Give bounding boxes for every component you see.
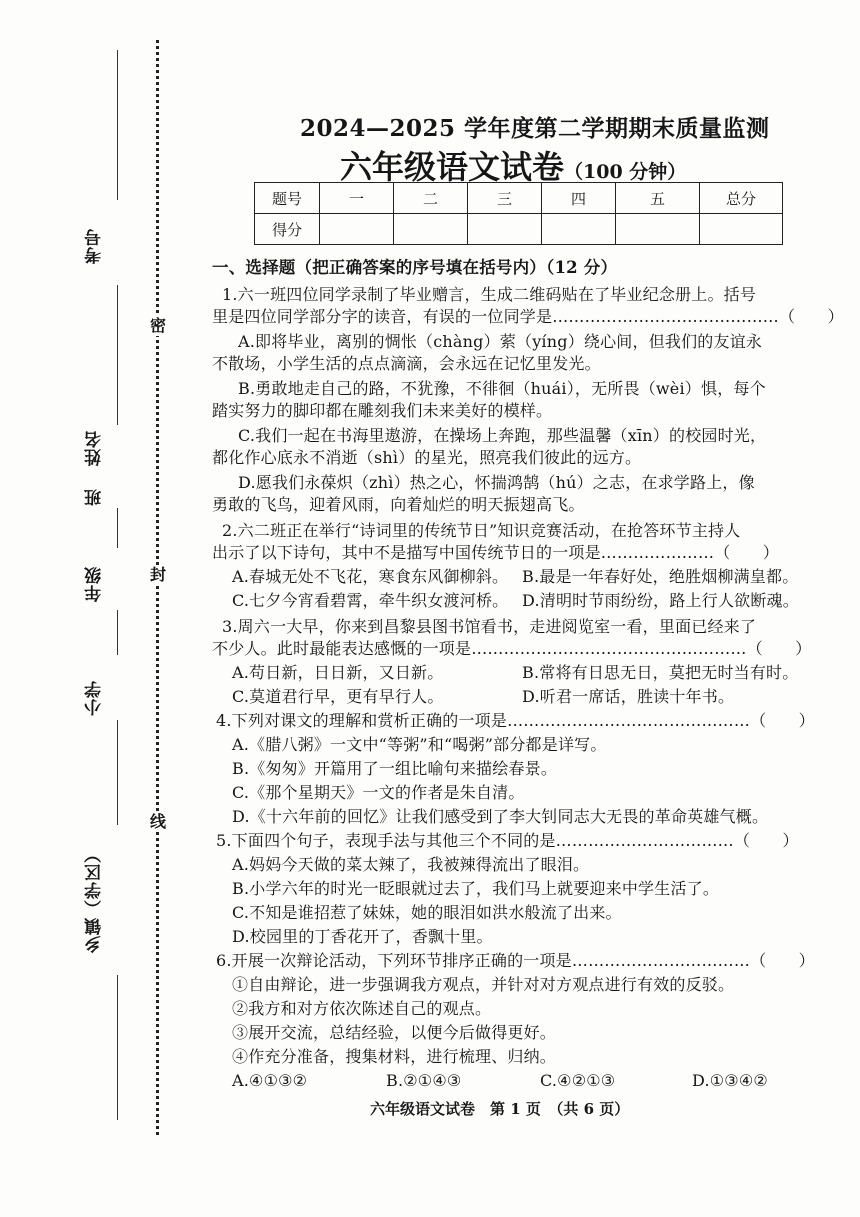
seal-dotted-line	[156, 40, 159, 1135]
q1-option-b: B.勇敢地走自己的路，不犹豫，不徘徊（huái），无所畏（wèi）惧，每个	[238, 379, 766, 398]
q2-option-a: A.春城无处不飞花，寒食东风御柳斜。	[232, 567, 509, 586]
score-blank[interactable]	[616, 214, 700, 245]
q5-option-c: C.不知是谁招惹了妹妹，她的眼泪如洪水般流了出来。	[232, 903, 622, 922]
label-xiaoxue: 小学	[85, 680, 105, 716]
q2-stem-line: 出示了以下诗句，其中不是描写中国传统节日的一项是…………………（ ）	[212, 543, 780, 562]
score-row-label: 得分	[255, 214, 320, 245]
score-header-cell: 题号	[255, 183, 320, 214]
nianji-blank-line	[117, 610, 118, 655]
q6-step-item: ④作充分准备，搜集材料，进行梳理、归纳。	[232, 1047, 557, 1066]
q3-stem-line: 3.周六一大早，你来到昌黎县图书馆看书，走进阅览室一看，里面已经来了	[222, 617, 757, 636]
q1-option-a: A.即将毕业，离别的惆怅（chàng）萦（yíng）绕心间，但我们的友谊永	[238, 332, 763, 351]
score-blank[interactable]	[468, 214, 542, 245]
score-header-cell: 四	[542, 183, 616, 214]
q5-option-d: D.校园里的丁香花开了，香飘十里。	[232, 927, 493, 946]
q1-option-b-cont: 踏实努力的脚印都在雕刻我们未来美好的模样。	[212, 401, 553, 420]
seal-char-mi: 密	[150, 316, 167, 335]
score-header-cell: 五	[616, 183, 700, 214]
score-blank[interactable]	[320, 214, 394, 245]
q3-option-d: D.听君一席话，胜读十年书。	[522, 687, 735, 706]
q3-option-b: B.常将有日思无日，莫把无时当有时。	[522, 663, 799, 682]
section-heading: 一、选择题（把正确答案的序号填在括号内）（12 分）	[212, 258, 618, 277]
score-header-cell: 一	[320, 183, 394, 214]
subject-title: 六年级语文试卷	[340, 148, 565, 186]
q4-stem: 4.下列对课文的理解和赏析正确的一项是………………………………………（ ）	[216, 711, 815, 730]
xingming-blank-line	[117, 285, 118, 425]
score-blank[interactable]	[700, 214, 783, 245]
q1-option-c-cont: 都化作心底永不消逝（shì）的星光，照亮我们彼此的远方。	[212, 448, 642, 467]
q1-stem-line: 1.六一班四位同学录制了毕业赠言，生成二维码贴在了毕业纪念册上。括号	[222, 285, 757, 304]
page-footer: 六年级语文试卷 第 1 页 （共 6 页）	[370, 1100, 630, 1118]
score-header-cell: 总分	[700, 183, 783, 214]
score-blank[interactable]	[542, 214, 616, 245]
ban-blank-line	[117, 508, 118, 548]
xiangzhen-blank-line	[117, 975, 118, 1120]
q5-stem: 5.下面四个句子，表现手法与其他三个不同的是……………………………（ ）	[216, 831, 799, 850]
q4-option-d: D.《十六年前的回忆》让我们感受到了李大钊同志大无畏的革命英雄气概。	[232, 807, 769, 826]
q6-option-b: B.②①④③	[386, 1071, 462, 1090]
q6-option-d: D.①③④②	[692, 1071, 768, 1090]
q1-option-d-cont: 勇敢的飞鸟，迎着风雨，向着灿烂的明天振翅高飞。	[212, 495, 585, 514]
q5-option-b: B.小学六年的时光一眨眼就过去了，我们马上就要迎来中学生活了。	[232, 879, 720, 898]
q6-option-c: C.④②①③	[540, 1071, 616, 1090]
score-blank[interactable]	[394, 214, 468, 245]
seal-char-xian: 线	[150, 812, 167, 831]
score-header-cell: 三	[468, 183, 542, 214]
seal-char-feng: 封	[150, 565, 167, 584]
q4-option-c: C.《那个星期天》一文的作者是朱自清。	[232, 783, 525, 802]
label-ban: 班	[85, 488, 105, 506]
q4-option-a: A.《腊八粥》一文中“等粥”和“喝粥”部分都是详写。	[232, 735, 607, 754]
score-header-row	[255, 183, 783, 214]
q6-step-item: ③展开交流，总结经验，以便今后做得更好。	[232, 1023, 557, 1042]
q3-option-c: C.莫道君行早，更有早行人。	[232, 687, 444, 706]
kaohao-blank-line	[117, 50, 118, 200]
score-row	[255, 214, 783, 245]
q6-option-a: A.④①③②	[232, 1071, 308, 1090]
q4-option-b: B.《匆匆》开篇用了一组比喻句来描绘春景。	[232, 759, 558, 778]
q6-step-item: ②我方和对方依次陈述自己的观点。	[232, 999, 492, 1018]
exam-title: 2024—2025 学年度第二学期期末质量监测	[300, 115, 770, 142]
q2-option-d: D.清明时节雨纷纷，路上行人欲断魂。	[522, 591, 799, 610]
score-table	[254, 182, 783, 245]
q2-option-c: C.七夕今宵看碧霄，牵牛织女渡河桥。	[232, 591, 509, 610]
label-xiangzhen: 乡镇（学区）	[85, 845, 105, 953]
q1-stem-line: 里是四位同学部分字的读音，有误的一位同学是……………………………………（ ）	[212, 307, 844, 326]
q6-step-item: ①自由辩论，进一步强调我方观点，并针对对方观点进行有效的反驳。	[232, 975, 735, 994]
q1-option-c: C.我们一起在书海里遨游，在操场上奔跑，那些温馨（xīn）的校园时光，	[238, 426, 767, 445]
duration: （100 分钟）	[564, 161, 687, 183]
label-xingming: 姓名	[85, 430, 105, 466]
q3-stem-line: 不少人。此时最能表达感慨的一项是……………………………………………（ ）	[212, 639, 812, 658]
q5-option-a: A.妈妈今天做的菜太辣了，我被辣得流出了眼泪。	[232, 855, 590, 874]
label-kaohao: 考号	[85, 228, 105, 264]
q3-option-a: A.苟日新，日日新，又日新。	[232, 663, 444, 682]
q6-stem: 6.开展一次辩论活动，下列环节排序正确的一项是……………………………（ ）	[216, 951, 815, 970]
q2-stem-line: 2.六二班正在举行“诗词里的传统节日”知识竞赛活动，在抢答环节主持人	[222, 521, 741, 540]
q1-option-d: D.愿我们永葆炽（zhì）热之心，怀揣鸿鹄（hú）之志，在求学路上，像	[238, 473, 755, 492]
q2-option-b: B.最是一年春好处，绝胜烟柳满皇都。	[522, 567, 799, 586]
label-nianji: 年级	[85, 566, 105, 602]
q1-option-a-cont: 不散场，小学生活的点点滴滴，会永远在记忆里发光。	[212, 354, 601, 373]
score-header-cell: 二	[394, 183, 468, 214]
xiaoxue-blank-line	[117, 720, 118, 825]
